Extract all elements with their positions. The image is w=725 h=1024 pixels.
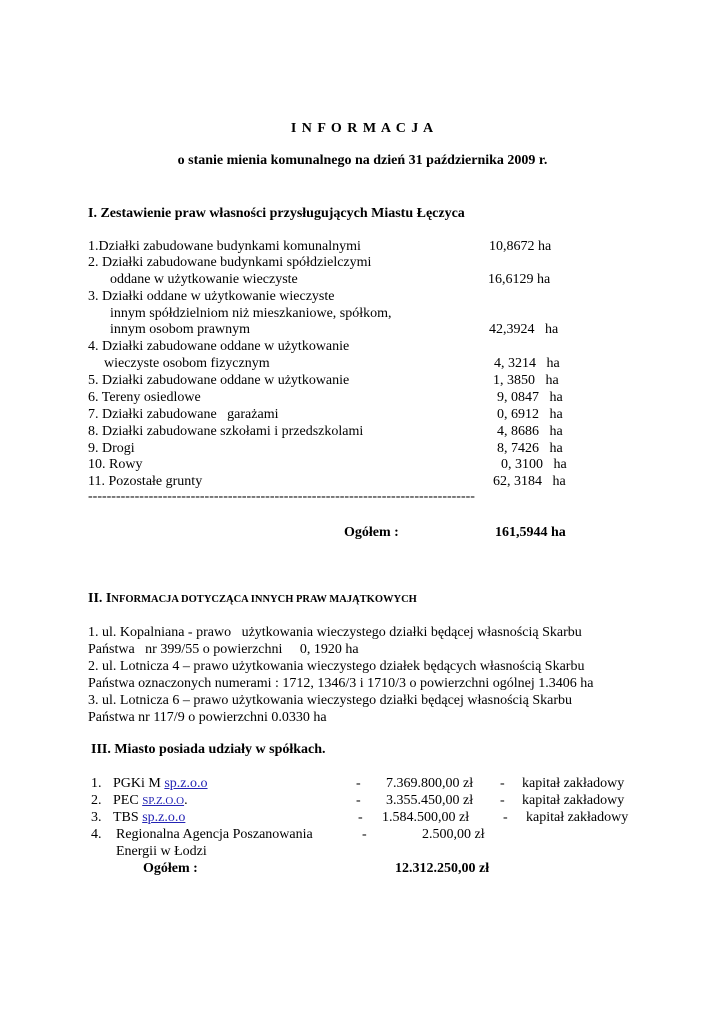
company-link[interactable]: sp.z.o.o: [164, 776, 208, 791]
table-row-name: Regionalna Agencja Poszanowania: [116, 827, 313, 842]
paragraph-line: 3. ul. Lotnicza 6 – prawo użytkowania wieczystego działki będącej własnością Skarbu: [88, 693, 573, 708]
paragraph-line: Państwa oznaczonych numerami : 1712, 1346/3 i 1710/3 o powierzchni ogólnej 1.3406 ha: [88, 676, 594, 691]
company-link[interactable]: sp.z.o.o: [142, 810, 186, 825]
list-item-value: 8, 7426 ha: [497, 441, 563, 456]
table-row-dash: -: [356, 776, 361, 791]
list-item-label: 11. Pozostałe grunty: [88, 474, 203, 489]
list-item-label: 3. Działki oddane w użytkowanie wieczyste: [88, 289, 335, 304]
list-item-value: 42,3924 ha: [489, 322, 559, 337]
table-row-name-cont: Energii w Łodzi: [116, 844, 207, 859]
table-row-amount: 2.500,00 zł: [422, 827, 485, 842]
table-row-dash: -: [503, 810, 508, 825]
table-row-dash: -: [362, 827, 367, 842]
list-item-value: 0, 3100 ha: [501, 457, 567, 472]
table-row-number: 1.: [91, 776, 102, 791]
table-row-amount: 1.584.500,00 zł: [382, 810, 470, 825]
company-name: TBS: [113, 810, 143, 825]
list-item-value: 4, 3214 ha: [494, 356, 560, 371]
table-row-name: [113, 809, 185, 826]
list-item-value: 0, 6912 ha: [497, 407, 563, 422]
table-row-name: [113, 792, 188, 810]
table-row-dash: -: [358, 810, 363, 825]
list-item-label: 1.Działki zabudowane budynkami komunalnymi: [88, 239, 361, 254]
paragraph-line: 2. ul. Lotnicza 4 – prawo użytkowania wieczystego działek będących własnością Skarbu: [88, 659, 585, 674]
list-item-label: innym osobom prawnym: [110, 322, 250, 337]
list-item-value: 4, 8686 ha: [497, 424, 563, 439]
list-item-label: 4. Działki zabudowane oddane w użytkowanie: [88, 339, 350, 354]
table-row-number: 2.: [91, 793, 102, 808]
list-item-label: 8. Działki zabudowane szkołami i przedszkolami: [88, 424, 364, 439]
total-value: 161,5944 ha: [495, 525, 566, 540]
list-item-value: 9, 0847 ha: [497, 390, 563, 405]
list-item-label: innym spółdzielniom niż mieszkaniowe, spółkom,: [110, 306, 392, 321]
table-row-dash: -: [500, 776, 505, 791]
paragraph-line: Państwa nr 117/9 o powierzchni 0.0330 ha: [88, 710, 327, 725]
section2-heading-rest: NFORMACJA DOTYCZĄCA INNYCH PRAW MAJĄTKOWYCH: [111, 594, 417, 605]
company-trailing: .: [184, 793, 188, 808]
table-row-desc: kapitał zakładowy: [522, 793, 625, 808]
separator-line: -----------------------------------------------------------------------------------: [88, 489, 475, 504]
paragraph-line: 1. ul. Kopalniana - prawo użytkowania wieczystego działki będącej własnością Skarbu: [88, 625, 582, 640]
table-row-name: [113, 775, 208, 792]
total-label: Ogółem :: [344, 525, 399, 540]
list-item-label: wieczyste osobom fizycznym: [104, 356, 270, 371]
company-name: PEC: [113, 793, 143, 808]
list-item-label: 10. Rowy: [88, 457, 143, 472]
document-subtitle: o stanie mienia komunalnego na dzień 31 października 2009 r.: [177, 153, 548, 168]
shares-total-label: Ogółem :: [143, 861, 198, 876]
list-item-value: 10,8672 ha: [489, 239, 552, 254]
table-row-desc: kapitał zakładowy: [522, 776, 625, 791]
company-name: PGKi M: [113, 776, 165, 791]
list-item-label: 5. Działki zabudowane oddane w użytkowanie: [88, 373, 350, 388]
table-row-amount: 3.355.450,00 zł: [386, 793, 474, 808]
shares-total-value: 12.312.250,00 zł: [395, 861, 490, 876]
list-item-value: 1, 3850 ha: [493, 373, 559, 388]
section3-heading: III. Miasto posiada udziały w spółkach.: [91, 742, 326, 757]
table-row-amount: 7.369.800,00 zł: [386, 776, 474, 791]
section2-heading-prefix: II. I: [88, 591, 112, 606]
section1-heading: I. Zestawienie praw własności przysługujących Miastu Łęczyca: [88, 206, 465, 221]
table-row-dash: -: [500, 793, 505, 808]
section2-heading: [88, 590, 417, 608]
list-item-label: 9. Drogi: [88, 441, 135, 456]
document-title: I N F O R M A C J A: [290, 121, 435, 136]
table-row-number: 4.: [91, 827, 102, 842]
list-item-value: 16,6129 ha: [488, 272, 551, 287]
table-row-dash: -: [356, 793, 361, 808]
list-item-value: 62, 3184 ha: [493, 474, 566, 489]
table-row-number: 3.: [91, 810, 102, 825]
list-item-label: 7. Działki zabudowane garażami: [88, 407, 279, 422]
list-item-label: 2. Działki zabudowane budynkami spółdzielczymi: [88, 255, 372, 270]
list-item-label: 6. Tereny osiedlowe: [88, 390, 201, 405]
table-row-desc: kapitał zakładowy: [526, 810, 629, 825]
list-item-label: oddane w użytkowanie wieczyste: [110, 272, 298, 287]
paragraph-line: Państwa nr 399/55 o powierzchni 0, 1920 ha: [88, 642, 359, 657]
company-link[interactable]: SP.Z.O.O: [142, 795, 185, 807]
